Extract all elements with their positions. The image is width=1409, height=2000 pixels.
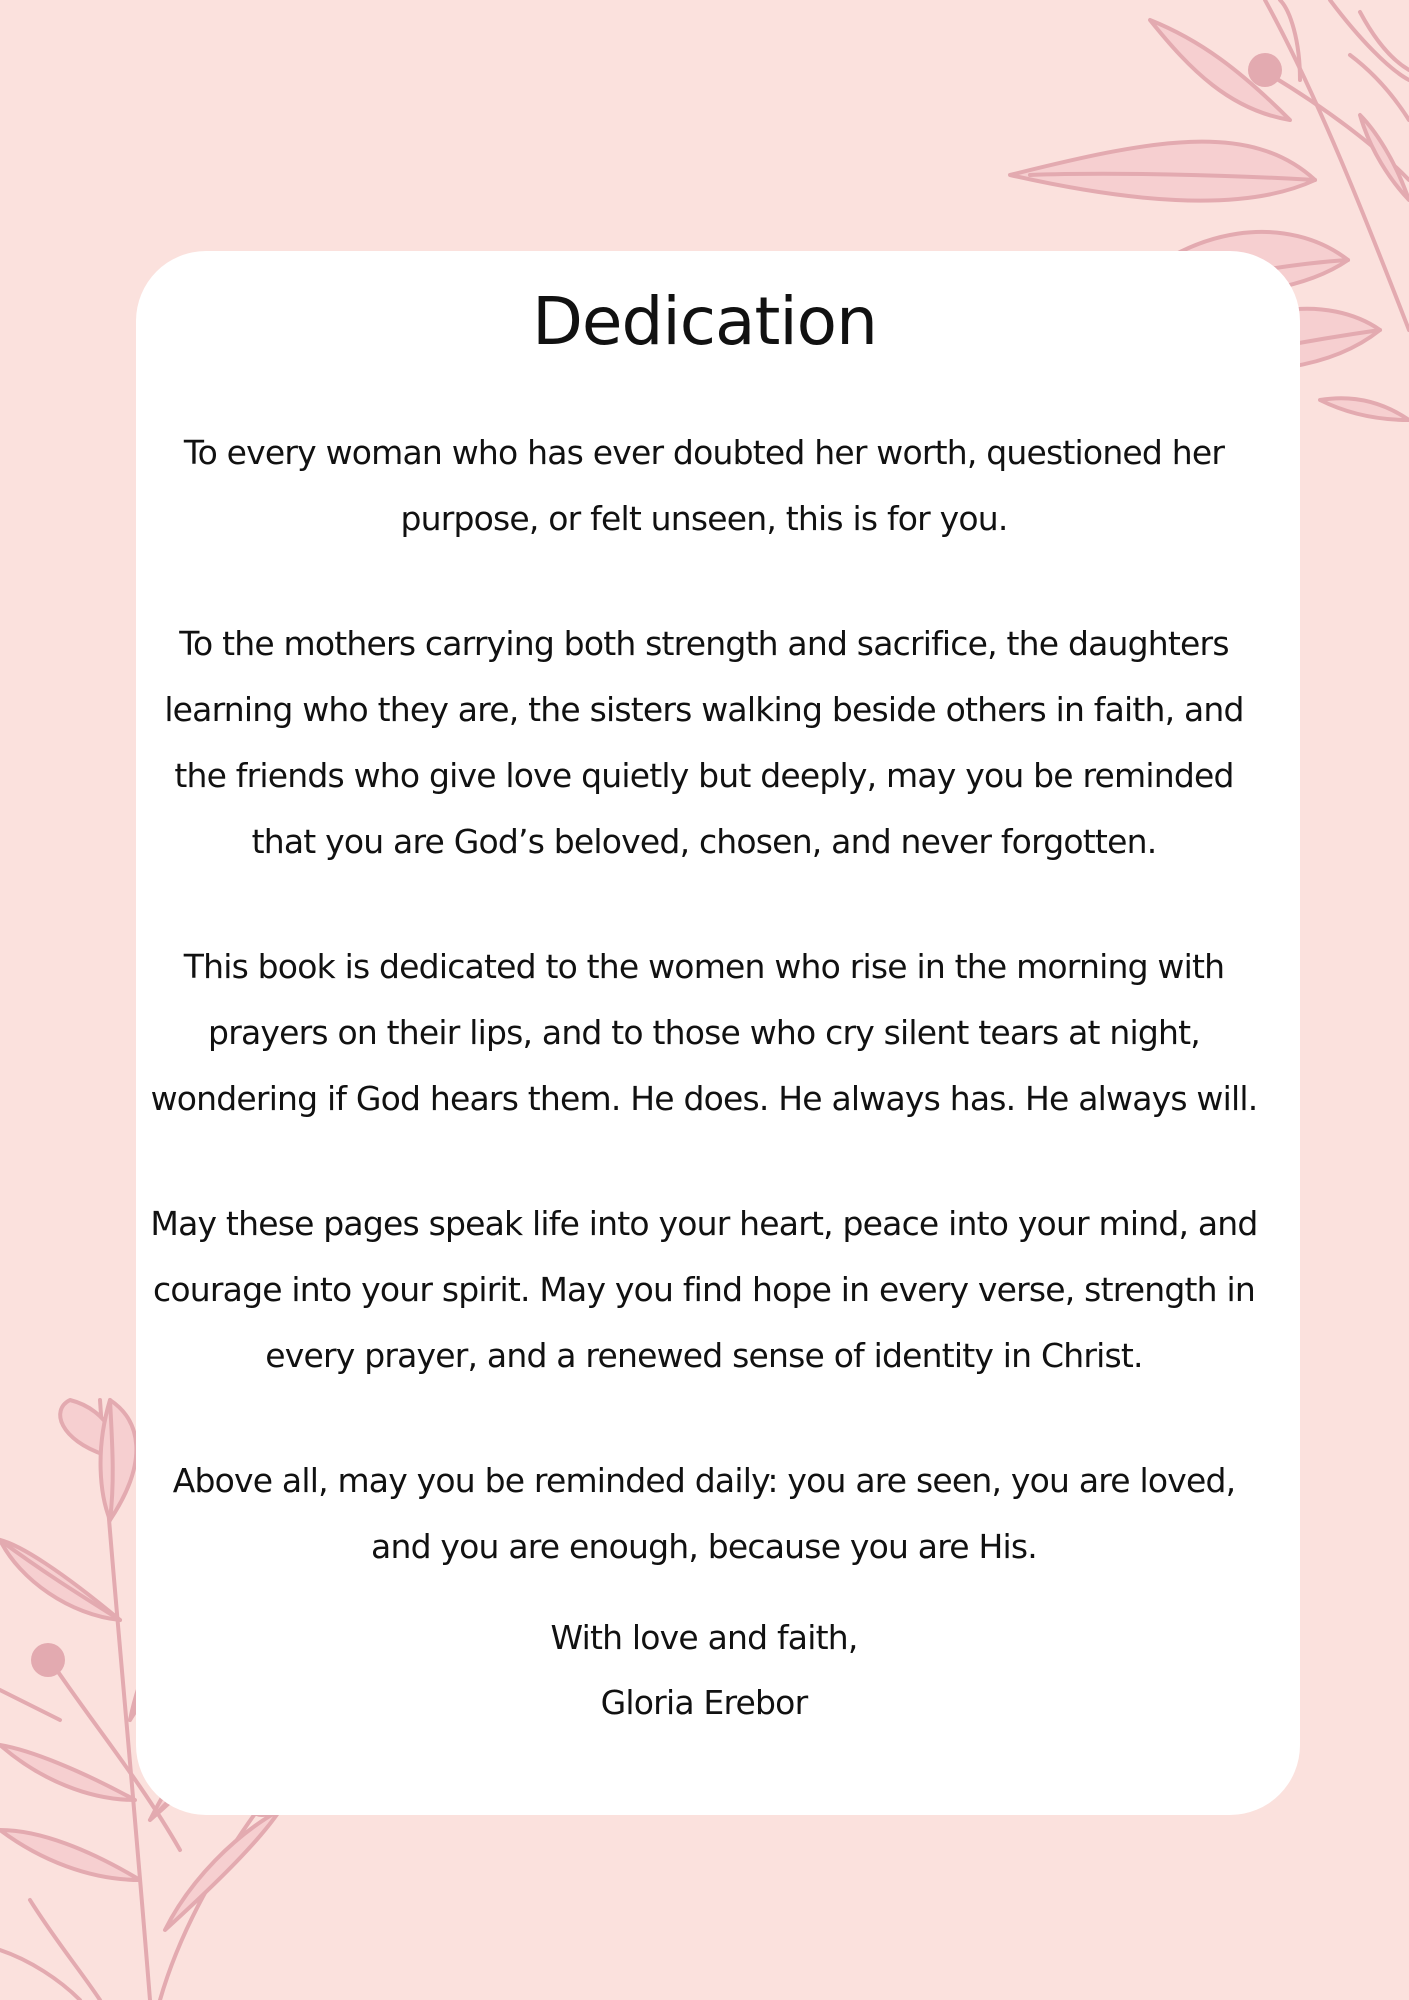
closing-block — [146, 1605, 1262, 1735]
dedication-body — [146, 420, 1262, 1639]
top-right-berry-icon — [1248, 53, 1282, 87]
paragraph-5: Above all, may you be reminded daily: you are seen, you are loved, and you are enough, because you are His. — [172, 1461, 1236, 1566]
author-signature: Gloria Erebor — [600, 1683, 808, 1722]
paragraph-1: To every woman who has ever doubted her worth, questioned her purpose, or felt unseen, this is for you. — [183, 433, 1225, 538]
paragraph-4: May these pages speak life into your heart, peace into your mind, and courage into your spirit. May you find hope in every verse, strength in every prayer, and a renewed sense of identity in Christ. — [150, 1204, 1258, 1375]
page-title: Dedication — [532, 283, 877, 360]
paragraph-2: To the mothers carrying both strength and sacrifice, the daughters learning who they are, the sisters walking beside others in faith, and the friends who give love quietly but deeply, may you be reminded that you are God’s beloved, chosen, and never forgotten. — [164, 624, 1244, 861]
closing-line: With love and faith, — [550, 1618, 858, 1657]
bottom-left-berry-icon — [31, 1643, 65, 1677]
paragraph-3: This book is dedicated to the women who rise in the morning with prayers on their lips, and to those who cry silent tears at night, wondering if God hears them. He does. He always has. He always will. — [150, 947, 1258, 1118]
